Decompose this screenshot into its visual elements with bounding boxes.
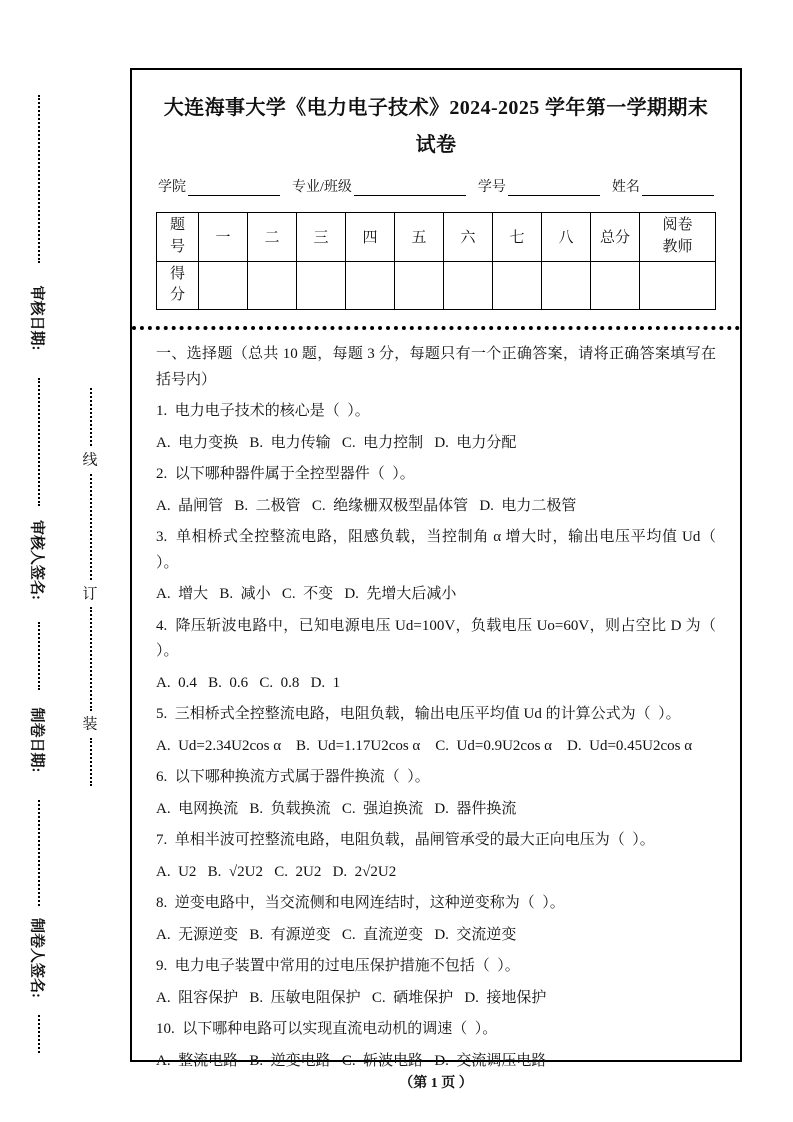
binding-dotted-line [38, 622, 40, 690]
score-cell-empty [199, 261, 248, 310]
binding-dotted-line [90, 738, 92, 786]
score-cell-empty [297, 261, 346, 310]
question-text: 2. 以下哪种器件属于全控型器件（ ）。 [156, 466, 415, 482]
score-table [156, 212, 716, 310]
question-text: 10. 以下哪种电路可以实现直流电动机的调速（ ）。 [156, 1021, 498, 1037]
student-info-row [156, 176, 716, 196]
score-table-cell: 四 [346, 213, 395, 262]
score-table-score-row [157, 261, 716, 310]
question-6 [156, 765, 716, 822]
score-table-cell-total: 总分 [591, 213, 640, 262]
binding-dotted-line [38, 378, 40, 506]
score-cell-empty [444, 261, 493, 310]
question-options: A. 无源逆变 B. 有源逆变 C. 直流逆变 D. 交流逆变 [156, 926, 517, 943]
question-9 [156, 954, 716, 1011]
question-options: A. U2 B. √2U2 C. 2U2 D. 2√2U2 [156, 863, 397, 880]
question-options: A. 整流电路 B. 逆变电路 C. 斩波电路 D. 交流调压电路 [156, 1052, 547, 1069]
score-table-cell-qnum: 题号 [157, 213, 199, 262]
binding-char-line: 线 [82, 452, 98, 469]
field-blank-major-class [354, 177, 466, 196]
score-table-cell: 三 [297, 213, 346, 262]
binding-dotted-line [38, 800, 40, 906]
score-table-cell: 六 [444, 213, 493, 262]
score-table-header-row [157, 213, 716, 262]
question-text: 6. 以下哪种换流方式属于器件换流（ ）。 [156, 769, 430, 785]
score-cell-empty [493, 261, 542, 310]
score-cell-empty [640, 261, 716, 310]
binding-label-review-date: 审核日期: [28, 285, 45, 351]
question-7 [156, 828, 716, 885]
page-number: （第 1 页 ） [399, 1076, 473, 1091]
exam-title: 大连海事大学《电力电子技术》2024-2025 学年第一学期期末试卷 [163, 97, 709, 156]
question-2 [156, 462, 716, 519]
section-title: 一、选择题（总共 10 题，每题 3 分，每题只有一个正确答案，请将正确答案填写在括号内） [156, 346, 716, 388]
question-5 [156, 702, 716, 759]
question-options: A. 电力变换 B. 电力传输 C. 电力控制 D. 电力分配 [156, 434, 517, 451]
dotted-separator [132, 326, 740, 330]
question-options: A. 0.4 B. 0.6 C. 0.8 D. 1 [156, 674, 341, 691]
binding-char-bind: 装 [82, 716, 98, 733]
score-cell-empty [542, 261, 591, 310]
question-options: A. 阻容保护 B. 压敏电阻保护 C. 硒堆保护 D. 接地保护 [156, 989, 547, 1006]
binding-label-maker-signature: 制卷人签名: [28, 918, 45, 998]
score-table-cell: 一 [199, 213, 248, 262]
score-table-cell: 二 [248, 213, 297, 262]
score-table-cell: 八 [542, 213, 591, 262]
question-text: 9. 电力电子装置中常用的过电压保护措施不包括（ ）。 [156, 958, 520, 974]
question-text: 7. 单相半波可控整流电路，电阻负载，晶闸管承受的最大正向电压为（ ）。 [156, 832, 655, 848]
binding-label-make-date: 制卷日期: [28, 707, 45, 773]
question-text: 1. 电力电子技术的核心是（ ）。 [156, 403, 370, 419]
question-text: 4. 降压斩波电路中，已知电源电压 Ud=100V，负载电压 Uo=60V，则占空比 D 为（ ）。 [156, 617, 724, 659]
binding-label-reviewer-signature: 审核人签名: [28, 520, 45, 600]
question-options: A. 电网换流 B. 负载换流 C. 强迫换流 D. 器件换流 [156, 800, 517, 817]
binding-dotted-line [90, 607, 92, 711]
binding-char-staple: 订 [82, 586, 98, 603]
question-options: A. 晶闸管 B. 二极管 C. 绝缘栅双极型晶体管 D. 电力二极管 [156, 497, 577, 514]
question-text: 5. 三相桥式全控整流电路，电阻负载，输出电压平均值 Ud 的计算公式为（ ）。 [156, 706, 681, 722]
question-text: 8. 逆变电路中，当交流侧和电网连结时，这种逆变称为（ ）。 [156, 895, 565, 911]
question-10 [156, 1017, 716, 1074]
score-cell-empty [248, 261, 297, 310]
field-blank-student-id [508, 177, 600, 196]
field-blank-name [642, 177, 714, 196]
score-cell-empty [346, 261, 395, 310]
score-row-label: 得分 [157, 261, 199, 310]
question-1 [156, 399, 716, 456]
field-label-school: 学院 [158, 180, 186, 195]
binding-dotted-line [38, 95, 40, 263]
questions-section [156, 342, 724, 1074]
binding-dotted-line [90, 388, 92, 446]
field-blank-school [188, 177, 280, 196]
question-3 [156, 525, 724, 608]
score-cell-empty [395, 261, 444, 310]
score-cell-empty [591, 261, 640, 310]
score-table-cell: 七 [493, 213, 542, 262]
question-4 [156, 614, 724, 697]
question-text: 3. 单相桥式全控整流电路，阻感负载，当控制角 α 增大时，输出电压平均值 Ud（ ）。 [156, 529, 724, 571]
field-label-name: 姓名 [611, 180, 640, 195]
question-8 [156, 891, 716, 948]
score-table-cell: 五 [395, 213, 444, 262]
score-table-cell-grader: 阅卷教师 [640, 213, 716, 262]
field-label-major-class: 专业/班级 [292, 180, 352, 195]
question-options: A. 增大 B. 减小 C. 不变 D. 先增大后减小 [156, 586, 457, 602]
exam-content-box [130, 68, 742, 1069]
question-options: A. Ud=2.34U2cos α B. Ud=1.17U2cos α C. Ud=0.9U2cos α D. Ud=0.45U2cos α [156, 737, 693, 754]
binding-dotted-line [90, 474, 92, 580]
field-label-student-id: 学号 [477, 180, 506, 195]
binding-dotted-line [38, 1015, 40, 1053]
